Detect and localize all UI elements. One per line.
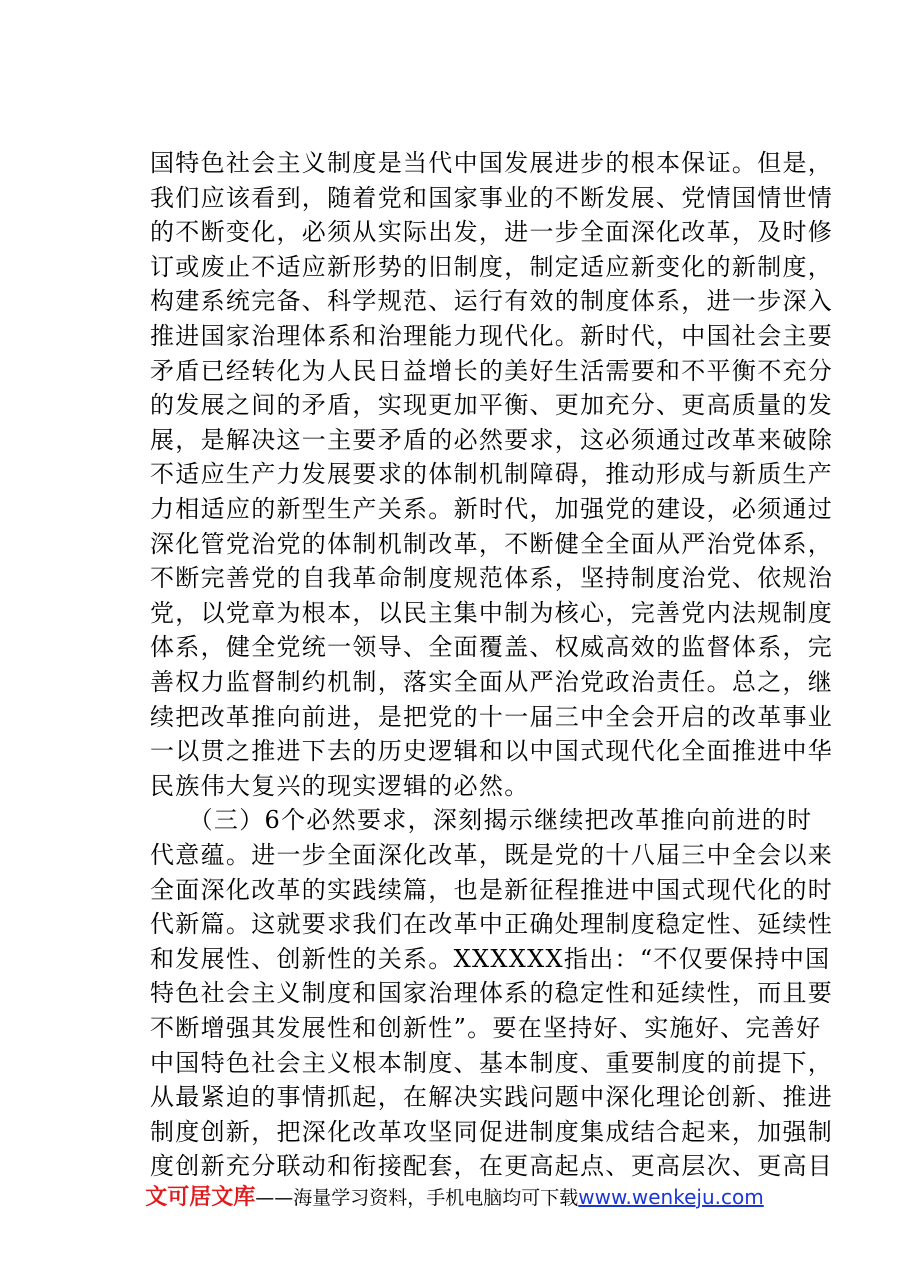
text-line: 特色社会主义制度和国家治理体系的稳定性和延续性，而且要: [150, 979, 834, 1007]
text-line: （三）6个必然要求，深刻揭示继续把改革推向前进的时: [150, 806, 813, 834]
footer-brand: 文可居文库: [145, 1185, 256, 1210]
text-line: 构建系统完备、科学规范、运行有效的制度体系，进一步深入: [150, 287, 834, 315]
text-line: 体系，健全党统一领导、全面覆盖、权威高效的监督体系，完: [150, 633, 834, 661]
text-line: 展，是解决这一主要矛盾的必然要求，这必须通过改革来破除: [150, 426, 834, 454]
text-line: 中国特色社会主义根本制度、基本制度、重要制度的前提下，: [150, 1049, 834, 1077]
text-line: 制度创新，把深化改革攻坚同促进制度集成结合起来，加强制: [150, 1118, 834, 1146]
footer-tagline: ——海量学习资料，手机电脑均可下载: [255, 1187, 579, 1209]
text-line: 善权力监督制约机制，落实全面从严治党政治责任。总之，继: [150, 668, 834, 696]
text-line: 党，以党章为根本，以民主集中制为核心，完善党内法规制度: [150, 599, 834, 627]
text-line: 续把改革推向前进，是把党的十一届三中全会开启的改革事业: [150, 703, 834, 731]
text-line: 不适应生产力发展要求的体制机制障碍，推动形成与新质生产: [150, 460, 834, 488]
text-line: 全面深化改革的实践续篇，也是新征程推进中国式现代化的时: [150, 876, 834, 904]
text-line: 订或废止不适应新形势的旧制度，制定适应新变化的新制度，: [150, 253, 834, 281]
text-line: 矛盾已经转化为人民日益增长的美好生活需要和不平衡不充分: [150, 357, 834, 385]
text-line: 的发展之间的矛盾，实现更加平衡、更加充分、更高质量的发: [150, 391, 834, 419]
text-line: 度创新充分联动和衔接配套，在更高起点、更高层次、更高目: [150, 1152, 834, 1180]
text-line: 力相适应的新型生产关系。新时代，加强党的建设，必须通过: [150, 495, 834, 523]
footer-link[interactable]: www.wenkeju.com: [578, 1185, 764, 1209]
text-line: 代意蕴。进一步全面深化改革，既是党的十八届三中全会以来: [150, 841, 834, 869]
text-line: 民族伟大复兴的现实逻辑的必然。: [150, 772, 530, 800]
text-line: 深化管党治党的体制机制改革，不断健全全面从严治党体系，: [150, 530, 834, 558]
text-line: 和发展性、创新性的关系。XXXXXX指出：“不仅要保持中国: [150, 945, 831, 973]
text-line: 代新篇。这就要求我们在改革中正确处理制度稳定性、延续性: [150, 910, 834, 938]
text-line: 一以贯之推进下去的历史逻辑和以中国式现代化全面推进中华: [150, 737, 834, 765]
text-line: 我们应该看到，随着党和国家事业的不断发展、党情国情世情: [150, 184, 834, 212]
text-line: 不断增强其发展性和创新性”。要在坚持好、实施好、完善好: [150, 1014, 822, 1042]
text-line: 推进国家治理体系和治理能力现代化。新时代，中国社会主要: [150, 322, 834, 350]
text-line: 的不断变化，必须从实际出发，进一步全面深化改革，及时修: [150, 218, 834, 246]
text-line: 从最紧迫的事情抓起，在解决实践问题中深化理论创新、推进: [150, 1083, 834, 1111]
text-line: 国特色社会主义制度是当代中国发展进步的根本保证。但是，: [150, 149, 834, 177]
text-line: 不断完善党的自我革命制度规范体系，坚持制度治党、依规治: [150, 564, 834, 592]
footer-banner: [0, 1180, 909, 1214]
